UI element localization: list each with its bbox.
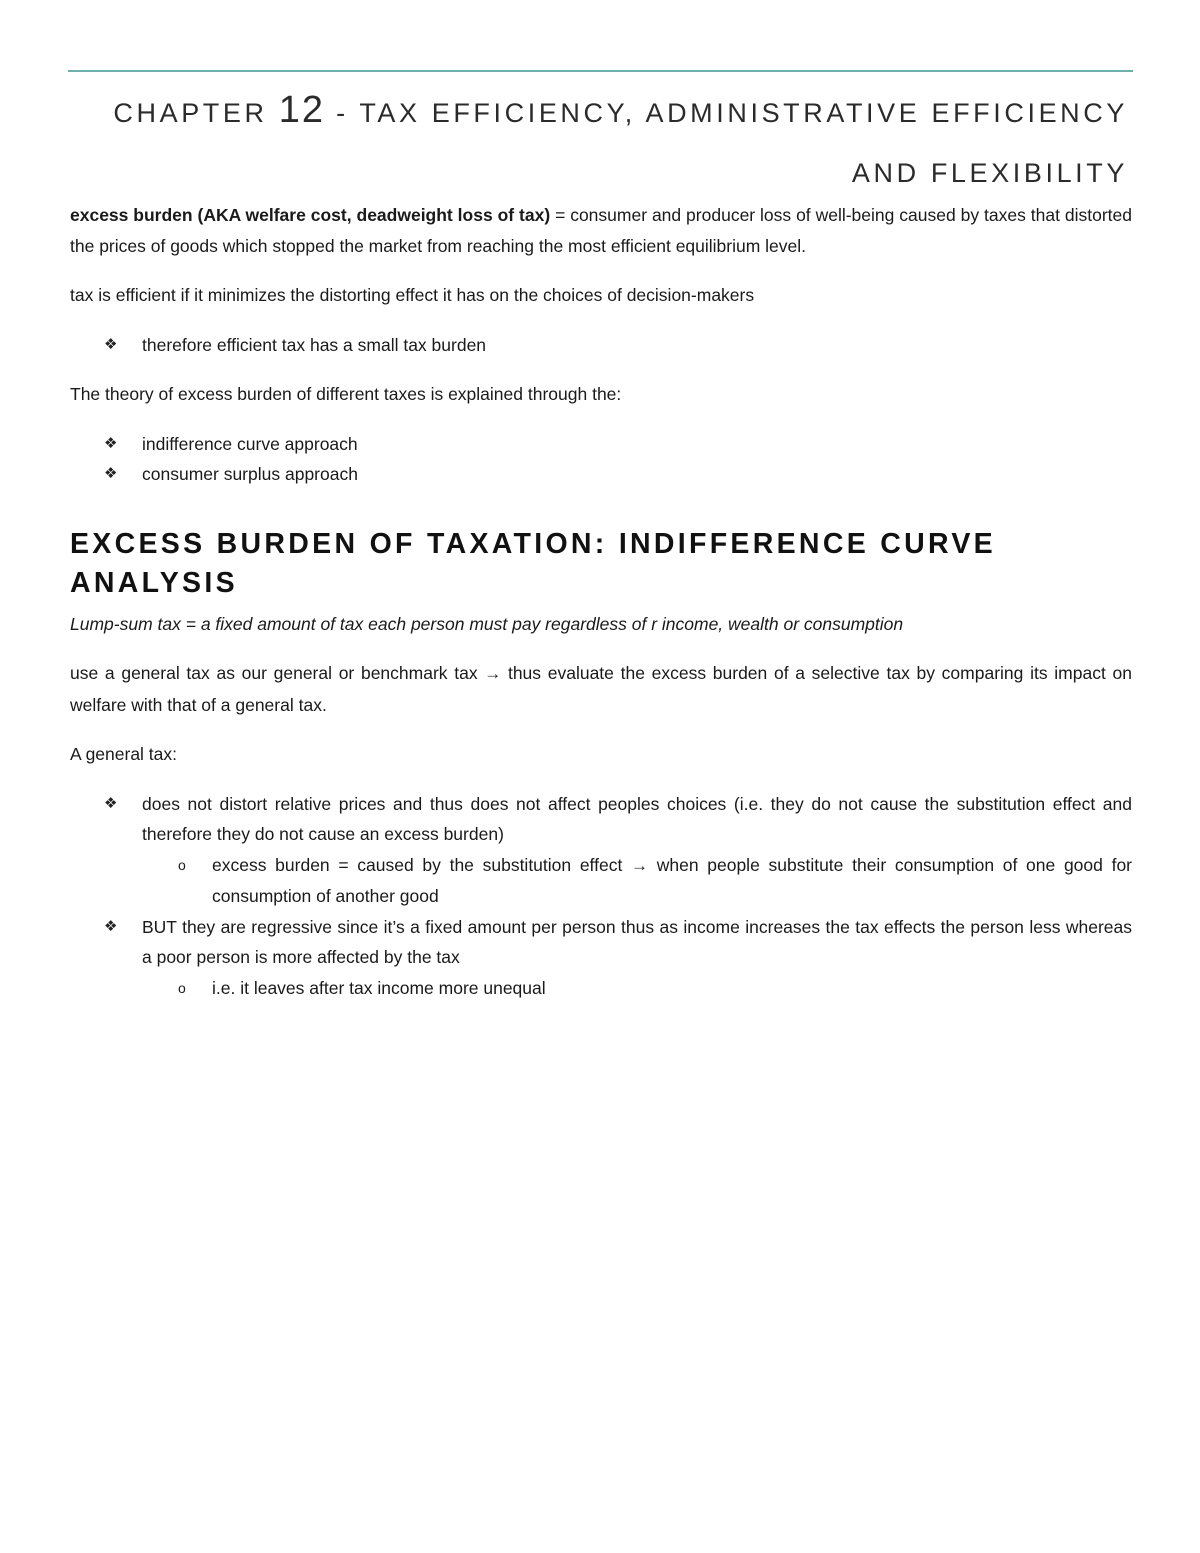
circle-bullet-icon: o (178, 856, 186, 873)
right-arrow-icon: → (484, 664, 502, 683)
benchmark-text-start: use a general tax as our general or benchmark tax (70, 663, 485, 683)
benchmark-paragraph (70, 658, 1132, 720)
list-item (70, 429, 1132, 460)
sub-bullets (142, 973, 1132, 1004)
bullet-text: therefore efficient tax has a small tax burden (142, 334, 487, 355)
sub-bullet-text-end: when people substitute their consumption of one good for consumption of another good (212, 854, 1132, 906)
diamond-bullet-icon: ❖ (104, 794, 118, 812)
diamond-bullet-icon: ❖ (104, 465, 118, 482)
theory-paragraph: The theory of excess burden of different taxes is explained through the: (70, 384, 622, 404)
sub-bullet-text-start: excess burden = caused by the substitution effect (212, 854, 632, 875)
lump-sum-definition: Lump-sum tax = a fixed amount of tax each person must pay regardless of r income, wealth or consumption (70, 613, 904, 634)
bullet-text: BUT they are regressive since it’s a fixed amount per person thus as income increases the tax effects the person less whereas a poor person is more affected by the tax (142, 916, 1132, 967)
document-body (70, 200, 1132, 1022)
general-tax-bullets (70, 789, 1132, 1004)
list-item (70, 459, 1132, 490)
list-item (70, 912, 1132, 1004)
bullet-text: does not distort relative prices and thus does not affect peoples choices (i.e. they do not cause the substitution effect and therefore they do not cause an excess burden) (142, 793, 1132, 844)
diamond-bullet-icon: ❖ (104, 434, 118, 452)
diamond-bullet-icon: ❖ (104, 917, 118, 935)
efficient-tax-paragraph: tax is efficient if it minimizes the distorting effect it has on the choices of decision-makers (70, 285, 755, 305)
chapter-title-rest: - TAX EFFICIENCY, ADMINISTRATIVE EFFICIENCY AND FLEXIBILITY (336, 98, 1128, 188)
excess-burden-term: excess burden (AKA welfare cost, deadweight loss of tax) (70, 205, 551, 225)
sub-list-item (142, 850, 1132, 912)
chapter-number: 12 (278, 89, 325, 131)
top-rule (68, 70, 1133, 72)
excess-burden-definition (70, 200, 1132, 261)
benchmark-text-end: thus evaluate the excess burden of a selective tax by comparing its impact on welfare with that of a general tax. (70, 663, 1132, 715)
chapter-title (68, 80, 1128, 203)
bullet-text: consumer surplus approach (142, 464, 358, 484)
excess-burden-text: = consumer and producer loss of well-being caused by taxes that distorted the prices of goods which stopped the market from reaching the most efficient equilibrium level. (70, 205, 1132, 256)
general-tax-paragraph: A general tax: (70, 744, 178, 764)
list-item (70, 789, 1132, 912)
chapter-word: CHAPTER (113, 98, 268, 128)
sub-list-item (142, 973, 1132, 1004)
sub-bullet-text: i.e. it leaves after tax income more unequal (212, 977, 546, 998)
section-heading: EXCESS BURDEN OF TAXATION: INDIFFERENCE CURVE ANALYSIS (70, 527, 996, 599)
bullet-text: indifference curve approach (142, 433, 358, 454)
approach-bullets (70, 429, 1132, 490)
efficient-tax-bullets (70, 330, 1132, 361)
circle-bullet-icon: o (178, 979, 186, 996)
sub-bullets (142, 850, 1132, 912)
list-item (70, 330, 1132, 361)
diamond-bullet-icon: ❖ (104, 335, 118, 353)
right-arrow-icon: → (631, 855, 649, 875)
